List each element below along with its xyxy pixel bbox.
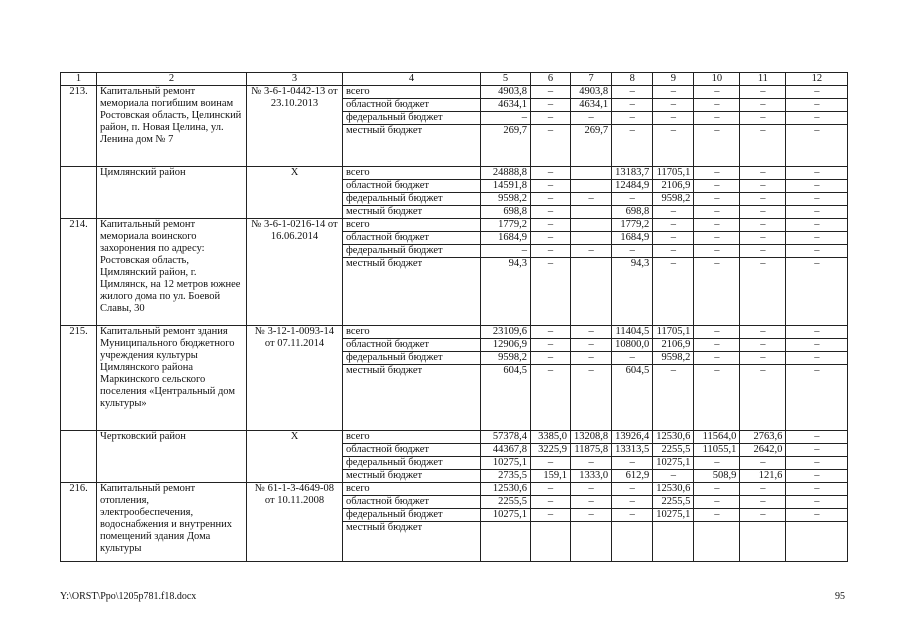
value-cell: 4634,1: [481, 99, 531, 112]
value-cell: 2735,5: [481, 470, 531, 483]
value-cell: –: [571, 193, 612, 206]
funding-source: всего: [343, 219, 481, 232]
document-number: Х: [247, 431, 343, 483]
value-cell: –: [740, 457, 786, 470]
value-cell: 698,8: [481, 206, 531, 219]
value-cell: –: [786, 86, 848, 99]
value-cell: 14591,8: [481, 180, 531, 193]
value-cell: 269,7: [571, 125, 612, 167]
value-cell: 13926,4: [612, 431, 653, 444]
value-cell: –: [531, 125, 571, 167]
value-cell: 24888,8: [481, 167, 531, 180]
value-cell: –: [786, 509, 848, 522]
column-header: 7: [571, 73, 612, 86]
value-cell: [740, 522, 786, 562]
value-cell: 1684,9: [481, 232, 531, 245]
column-header: 10: [694, 73, 740, 86]
column-header: 1: [61, 73, 97, 86]
value-cell: –: [571, 365, 612, 431]
value-cell: –: [531, 193, 571, 206]
value-cell: 2255,5: [481, 496, 531, 509]
value-cell: 12484,9: [612, 180, 653, 193]
value-cell: –: [531, 245, 571, 258]
value-cell: 9598,2: [653, 352, 694, 365]
value-cell: –: [531, 457, 571, 470]
funding-source: местный бюджет: [343, 206, 481, 219]
value-cell: 11564,0: [694, 431, 740, 444]
value-cell: –: [481, 245, 531, 258]
value-cell: –: [531, 112, 571, 125]
value-cell: –: [694, 258, 740, 326]
value-cell: 2255,5: [653, 496, 694, 509]
value-cell: –: [653, 245, 694, 258]
value-cell: –: [531, 180, 571, 193]
column-header: 8: [612, 73, 653, 86]
value-cell: –: [531, 496, 571, 509]
value-cell: –: [786, 339, 848, 352]
value-cell: 2763,6: [740, 431, 786, 444]
value-cell: –: [612, 112, 653, 125]
value-cell: –: [740, 232, 786, 245]
value-cell: –: [740, 365, 786, 431]
value-cell: 9598,2: [481, 193, 531, 206]
value-cell: 94,3: [612, 258, 653, 326]
value-cell: 11875,8: [571, 444, 612, 457]
value-cell: 9598,2: [653, 193, 694, 206]
funding-source: федеральный бюджет: [343, 112, 481, 125]
object-name: Капитальный ремонт здания Муниципального бюджетного учреждения культуры Цимлянского района Маркинского сельского поселения «Центральный дом культуры»: [97, 326, 247, 431]
value-cell: 3225,9: [531, 444, 571, 457]
value-cell: –: [786, 167, 848, 180]
value-cell: –: [571, 496, 612, 509]
value-cell: –: [740, 352, 786, 365]
value-cell: 1684,9: [612, 232, 653, 245]
funding-source: федеральный бюджет: [343, 509, 481, 522]
document-number: № 3-6-1-0216-14 от 16.06.2014: [247, 219, 343, 326]
value-cell: –: [786, 193, 848, 206]
table-row: [61, 431, 848, 444]
column-header: 11: [740, 73, 786, 86]
column-header: 6: [531, 73, 571, 86]
row-number: 215.: [61, 326, 97, 431]
row-number: [61, 431, 97, 483]
object-name: Цимлянский район: [97, 167, 247, 219]
funding-source: местный бюджет: [343, 365, 481, 431]
funding-source: местный бюджет: [343, 522, 481, 562]
value-cell: 4903,8: [481, 86, 531, 99]
funding-source: местный бюджет: [343, 125, 481, 167]
value-cell: –: [653, 365, 694, 431]
value-cell: –: [740, 219, 786, 232]
value-cell: [612, 522, 653, 562]
table-row: [61, 483, 848, 496]
table-row: [61, 326, 848, 339]
row-number: 216.: [61, 483, 97, 562]
value-cell: –: [481, 112, 531, 125]
value-cell: –: [612, 86, 653, 99]
value-cell: [531, 522, 571, 562]
value-cell: –: [786, 112, 848, 125]
budget-table: [60, 72, 848, 562]
value-cell: –: [571, 326, 612, 339]
value-cell: –: [694, 483, 740, 496]
value-cell: 12906,9: [481, 339, 531, 352]
value-cell: 13208,8: [571, 431, 612, 444]
value-cell: –: [531, 365, 571, 431]
value-cell: –: [740, 99, 786, 112]
footer-file-path: Y:\ORST\Ppo\1205p781.f18.docx: [60, 591, 197, 602]
value-cell: [481, 522, 531, 562]
value-cell: –: [786, 99, 848, 112]
funding-source: местный бюджет: [343, 470, 481, 483]
value-cell: –: [786, 180, 848, 193]
value-cell: –: [571, 339, 612, 352]
value-cell: –: [740, 339, 786, 352]
row-number: 214.: [61, 219, 97, 326]
document-number: № 61-1-3-4649-08 от 10.11.2008: [247, 483, 343, 562]
value-cell: 11055,1: [694, 444, 740, 457]
funding-source: всего: [343, 167, 481, 180]
funding-source: областной бюджет: [343, 444, 481, 457]
value-cell: –: [612, 352, 653, 365]
value-cell: –: [740, 180, 786, 193]
value-cell: –: [571, 245, 612, 258]
value-cell: –: [612, 509, 653, 522]
value-cell: –: [571, 112, 612, 125]
column-header: 4: [343, 73, 481, 86]
value-cell: 3385,0: [531, 431, 571, 444]
document-number: № 3-12-1-0093-14 от 07.11.2014: [247, 326, 343, 431]
value-cell: –: [612, 496, 653, 509]
value-cell: 11705,1: [653, 167, 694, 180]
footer-page-number: 95: [835, 591, 845, 602]
value-cell: 57378,4: [481, 431, 531, 444]
value-cell: –: [653, 232, 694, 245]
value-cell: [694, 522, 740, 562]
funding-source: всего: [343, 326, 481, 339]
value-cell: –: [740, 245, 786, 258]
value-cell: 121,6: [740, 470, 786, 483]
value-cell: –: [694, 219, 740, 232]
value-cell: 612,9: [612, 470, 653, 483]
value-cell: 159,1: [531, 470, 571, 483]
value-cell: –: [571, 352, 612, 365]
value-cell: –: [786, 206, 848, 219]
funding-source: областной бюджет: [343, 339, 481, 352]
value-cell: 11404,5: [612, 326, 653, 339]
value-cell: –: [531, 326, 571, 339]
value-cell: –: [653, 470, 694, 483]
value-cell: 2255,5: [653, 444, 694, 457]
funding-source: областной бюджет: [343, 496, 481, 509]
value-cell: –: [571, 509, 612, 522]
value-cell: –: [786, 352, 848, 365]
value-cell: –: [571, 457, 612, 470]
value-cell: 4903,8: [571, 86, 612, 99]
value-cell: –: [786, 365, 848, 431]
value-cell: –: [612, 457, 653, 470]
object-name: Чертковский район: [97, 431, 247, 483]
value-cell: –: [740, 326, 786, 339]
value-cell: [571, 180, 612, 193]
value-cell: –: [531, 99, 571, 112]
funding-source: федеральный бюджет: [343, 245, 481, 258]
table-row: [61, 86, 848, 99]
value-cell: –: [786, 326, 848, 339]
value-cell: 1333,0: [571, 470, 612, 483]
value-cell: –: [612, 245, 653, 258]
value-cell: –: [531, 258, 571, 326]
value-cell: –: [531, 86, 571, 99]
value-cell: 698,8: [612, 206, 653, 219]
value-cell: –: [694, 457, 740, 470]
value-cell: –: [786, 245, 848, 258]
row-number: 213.: [61, 86, 97, 167]
value-cell: 13313,5: [612, 444, 653, 457]
value-cell: [571, 219, 612, 232]
value-cell: –: [531, 483, 571, 496]
value-cell: [786, 522, 848, 562]
value-cell: 1779,2: [612, 219, 653, 232]
value-cell: 12530,6: [653, 483, 694, 496]
value-cell: 13183,7: [612, 167, 653, 180]
value-cell: –: [653, 258, 694, 326]
value-cell: –: [786, 496, 848, 509]
funding-source: всего: [343, 431, 481, 444]
value-cell: –: [531, 352, 571, 365]
value-cell: –: [612, 125, 653, 167]
funding-source: федеральный бюджет: [343, 193, 481, 206]
column-header: 2: [97, 73, 247, 86]
value-cell: –: [694, 180, 740, 193]
value-cell: –: [786, 219, 848, 232]
value-cell: –: [694, 232, 740, 245]
value-cell: –: [531, 167, 571, 180]
value-cell: –: [694, 365, 740, 431]
value-cell: –: [740, 125, 786, 167]
value-cell: –: [740, 483, 786, 496]
funding-source: местный бюджет: [343, 258, 481, 326]
object-name: Капитальный ремонт мемориала погибшим воинам Ростовская область, Целинский район, п. Новая Целина, ул. Ленина дом № 7: [97, 86, 247, 167]
value-cell: –: [694, 99, 740, 112]
value-cell: 10800,0: [612, 339, 653, 352]
value-cell: [571, 522, 612, 562]
value-cell: –: [786, 232, 848, 245]
header-row: [61, 73, 848, 86]
value-cell: –: [694, 167, 740, 180]
value-cell: –: [694, 112, 740, 125]
value-cell: –: [694, 496, 740, 509]
value-cell: 12530,6: [653, 431, 694, 444]
value-cell: –: [694, 125, 740, 167]
value-cell: [571, 167, 612, 180]
value-cell: –: [740, 167, 786, 180]
object-name: Капитальный ремонт мемориала воинского захоронения по адресу: Ростовская область, Цимлянский район, г. Цимлянск, на 12 метров южнее жилого дома по ул. Боевой Славы, 30: [97, 219, 247, 326]
value-cell: –: [612, 193, 653, 206]
value-cell: 269,7: [481, 125, 531, 167]
value-cell: –: [653, 99, 694, 112]
funding-source: федеральный бюджет: [343, 457, 481, 470]
value-cell: 44367,8: [481, 444, 531, 457]
value-cell: –: [740, 509, 786, 522]
value-cell: –: [740, 86, 786, 99]
value-cell: 1779,2: [481, 219, 531, 232]
value-cell: –: [653, 86, 694, 99]
value-cell: 604,5: [612, 365, 653, 431]
table-row: [61, 167, 848, 180]
funding-source: всего: [343, 483, 481, 496]
object-name: Капитальный ремонт отопления, электрообеспечения, водоснабжения и внутренних помещений здания Дома культуры: [97, 483, 247, 562]
value-cell: –: [786, 431, 848, 444]
value-cell: –: [740, 206, 786, 219]
value-cell: –: [786, 258, 848, 326]
value-cell: –: [531, 206, 571, 219]
column-header: 9: [653, 73, 694, 86]
value-cell: [571, 258, 612, 326]
value-cell: 10275,1: [653, 457, 694, 470]
value-cell: –: [612, 99, 653, 112]
value-cell: 10275,1: [481, 457, 531, 470]
value-cell: 94,3: [481, 258, 531, 326]
document-number: Х: [247, 167, 343, 219]
funding-source: областной бюджет: [343, 232, 481, 245]
value-cell: 9598,2: [481, 352, 531, 365]
column-header: 5: [481, 73, 531, 86]
value-cell: –: [786, 444, 848, 457]
value-cell: –: [653, 125, 694, 167]
value-cell: –: [740, 193, 786, 206]
value-cell: –: [786, 470, 848, 483]
funding-source: федеральный бюджет: [343, 352, 481, 365]
funding-source: областной бюджет: [343, 99, 481, 112]
column-header: 3: [247, 73, 343, 86]
value-cell: [571, 206, 612, 219]
value-cell: –: [786, 457, 848, 470]
value-cell: –: [653, 219, 694, 232]
value-cell: [653, 522, 694, 562]
value-cell: –: [786, 483, 848, 496]
value-cell: –: [531, 509, 571, 522]
value-cell: –: [694, 509, 740, 522]
value-cell: –: [694, 326, 740, 339]
value-cell: –: [612, 483, 653, 496]
value-cell: 10275,1: [653, 509, 694, 522]
column-header: 12: [786, 73, 848, 86]
value-cell: –: [740, 112, 786, 125]
document-number: № 3-6-1-0442-13 от 23.10.2013: [247, 86, 343, 167]
row-number: [61, 167, 97, 219]
value-cell: –: [653, 206, 694, 219]
value-cell: 4634,1: [571, 99, 612, 112]
value-cell: 10275,1: [481, 509, 531, 522]
value-cell: –: [694, 245, 740, 258]
value-cell: –: [531, 232, 571, 245]
value-cell: –: [531, 219, 571, 232]
value-cell: [571, 232, 612, 245]
value-cell: 2106,9: [653, 180, 694, 193]
value-cell: 508,9: [694, 470, 740, 483]
value-cell: –: [694, 206, 740, 219]
value-cell: 12530,6: [481, 483, 531, 496]
value-cell: –: [740, 258, 786, 326]
table-row: [61, 219, 848, 232]
value-cell: 2106,9: [653, 339, 694, 352]
value-cell: –: [740, 496, 786, 509]
funding-source: всего: [343, 86, 481, 99]
value-cell: –: [571, 483, 612, 496]
value-cell: –: [531, 339, 571, 352]
value-cell: –: [653, 112, 694, 125]
value-cell: 11705,1: [653, 326, 694, 339]
value-cell: –: [786, 125, 848, 167]
value-cell: –: [694, 352, 740, 365]
value-cell: –: [694, 339, 740, 352]
value-cell: 23109,6: [481, 326, 531, 339]
funding-source: областной бюджет: [343, 180, 481, 193]
value-cell: –: [694, 86, 740, 99]
value-cell: –: [694, 193, 740, 206]
value-cell: 604,5: [481, 365, 531, 431]
value-cell: 2642,0: [740, 444, 786, 457]
